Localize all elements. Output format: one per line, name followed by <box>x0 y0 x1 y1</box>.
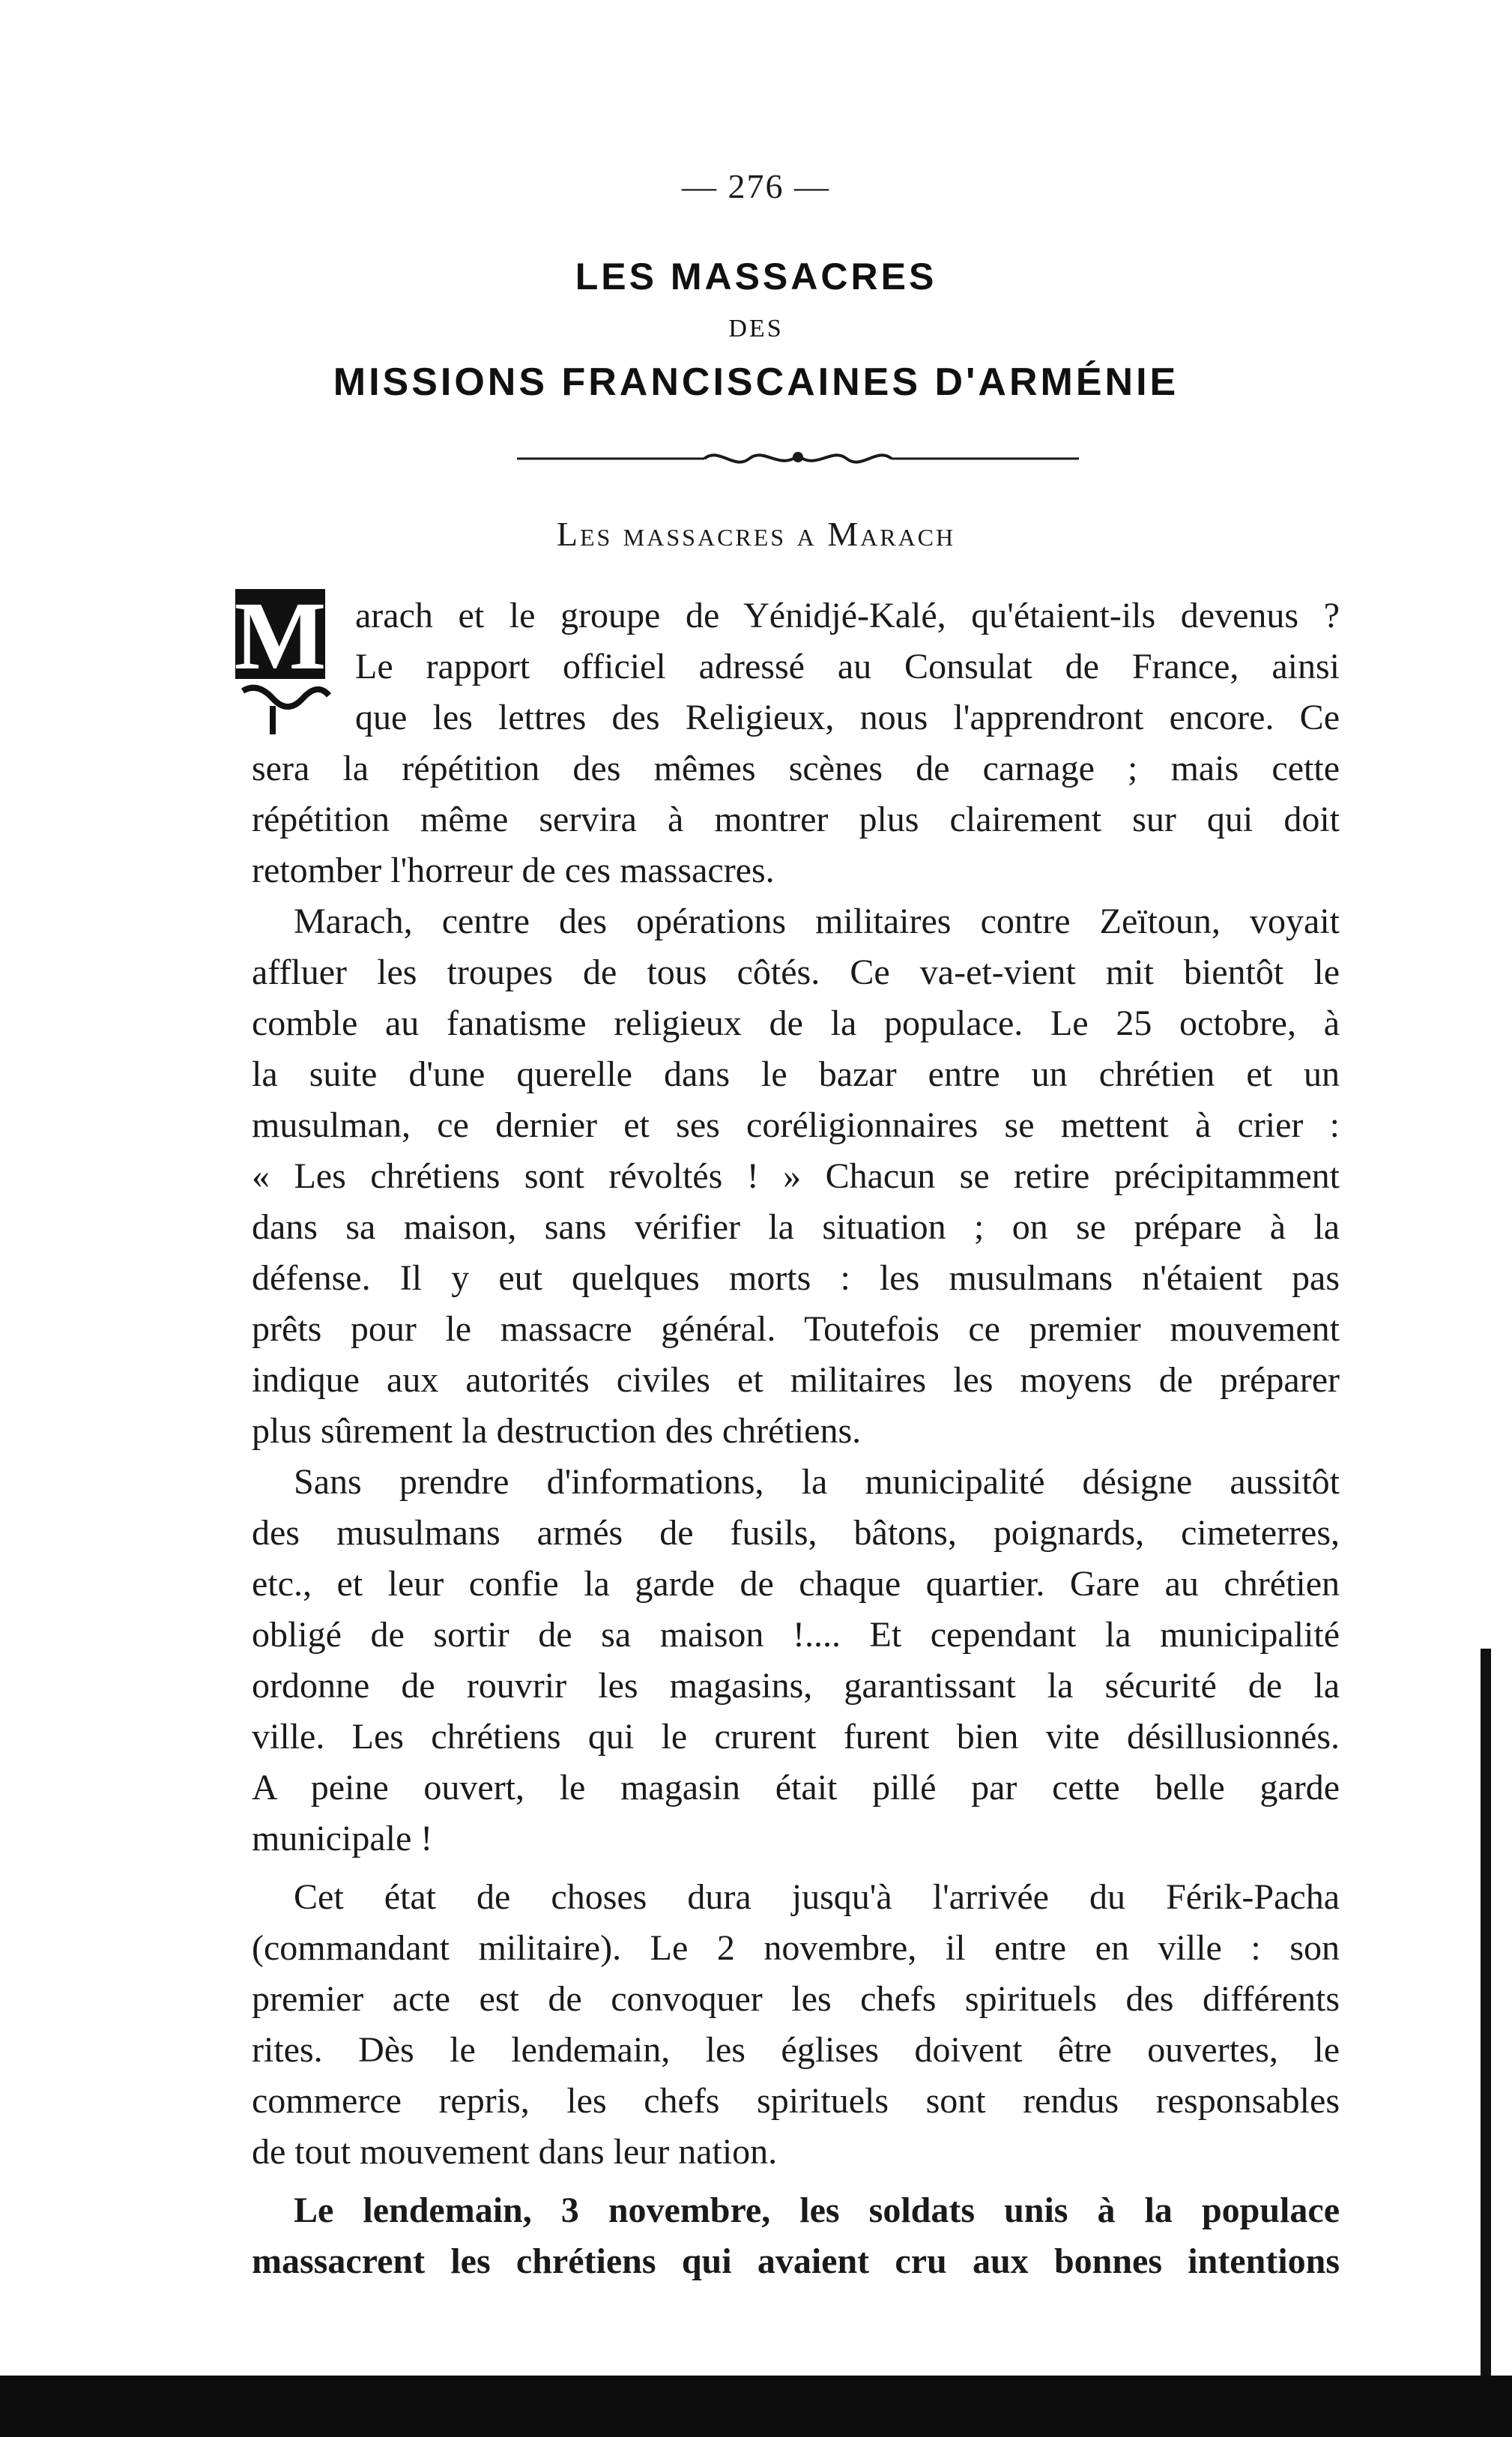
text-line-28: premier acte est de convoquer les chefs spirituels des différents <box>252 1979 1340 2019</box>
text-line-24: A peine ouvert, le magasin était pillé par cette belle garde <box>252 1768 1340 1808</box>
text-line-27: (commandant militaire). Le 2 novembre, il entre en ville : son <box>252 1928 1340 1968</box>
title-line-1: LES MASSACRES <box>575 256 937 298</box>
text-line-6: retomber l'horreur de ces massacres. <box>252 851 775 890</box>
text-line-22: ordonne de rouvrir les magasins, garantissant la sécurité de la <box>252 1666 1340 1706</box>
text-line-13: dans sa maison, sans vérifier la situation ; on se prépare à la <box>252 1207 1340 1247</box>
text-line-10: la suite d'une querelle dans le bazar entre un chrétien et un <box>252 1054 1340 1094</box>
text-line-5: répétition même servira à montrer plus clairement sur qui doit <box>252 800 1340 839</box>
title-line-2: DES <box>728 315 784 342</box>
text-line-30: commerce repris, les chefs spirituels sont rendus responsables <box>252 2081 1340 2121</box>
drop-cap-initial <box>228 586 340 736</box>
text-line-19: des musulmans armés de fusils, bâtons, poignards, cimeterres, <box>252 1513 1340 1553</box>
text-line-31: de tout mouvement dans leur nation. <box>252 2132 778 2172</box>
scan-bottom-border <box>0 2376 1512 2437</box>
text-line-32: Le lendemain, 3 novembre, les soldats unis à la populace <box>294 2190 1340 2230</box>
text-line-16: indique aux autorités civiles et militaires les moyens de préparer <box>252 1360 1340 1400</box>
text-line-15: prêts pour le massacre général. Toutefois ce premier mouvement <box>252 1309 1340 1349</box>
text-line-12: « Les chrétiens sont révoltés ! » Chacun se retire précipitamment <box>252 1156 1340 1196</box>
text-line-23: ville. Les chrétiens qui le crurent furent bien vite désillusionnés. <box>252 1717 1340 1757</box>
text-line-7: Marach, centre des opérations militaires contre Zeïtoun, voyait <box>294 902 1340 941</box>
scan-edge-shadow <box>1481 1649 1491 2398</box>
text-line-4: sera la répétition des mêmes scènes de carnage ; mais cette <box>252 749 1340 788</box>
drop-cap-letter: M <box>234 586 327 690</box>
text-line-20: etc., et leur confie la garde de chaque quartier. Gare au chrétien <box>252 1564 1340 1604</box>
text-line-14: défense. Il y eut quelques morts : les musulmans n'étaient pas <box>252 1258 1340 1298</box>
text-line-33: massacrent les chrétiens qui avaient cru aux bonnes intentions <box>252 2241 1340 2281</box>
text-line-18: Sans prendre d'informations, la municipalité désigne aussitôt <box>294 1462 1340 1502</box>
text-line-8: affluer les troupes de tous côtés. Ce va-et-vient mit bientôt le <box>252 952 1340 992</box>
text-line-26: Cet état de choses dura jusqu'à l'arrivée du Férik-Pacha <box>294 1877 1340 1917</box>
ornament-divider <box>517 444 1079 474</box>
text-line-1: arach et le groupe de Yénidjé-Kalé, qu'étaient-ils devenus ? <box>355 596 1340 635</box>
text-line-25: municipale ! <box>252 1819 433 1858</box>
text-line-3: que les lettres des Religieux, nous l'apprendront encore. Ce <box>355 698 1340 737</box>
text-line-9: comble au fanatisme religieux de la populace. Le 25 octobre, à <box>252 1003 1340 1043</box>
section-title: Les massacres a Marach <box>556 515 956 553</box>
text-line-11: musulman, ce dernier et ses coréligionnaires se mettent à crier : <box>252 1105 1340 1145</box>
title-line-3: MISSIONS FRANCISCAINES D'ARMÉNIE <box>333 360 1179 404</box>
text-line-2: Le rapport officiel adressé au Consulat de France, ainsi <box>355 647 1340 686</box>
page-number: — 276 — <box>682 167 830 205</box>
text-line-17: plus sûrement la destruction des chrétiens. <box>252 1411 862 1451</box>
text-line-21: obligé de sortir de sa maison !.... Et cependant la municipalité <box>252 1615 1340 1655</box>
text-line-29: rites. Dès le lendemain, les églises doivent être ouvertes, le <box>252 2030 1340 2070</box>
